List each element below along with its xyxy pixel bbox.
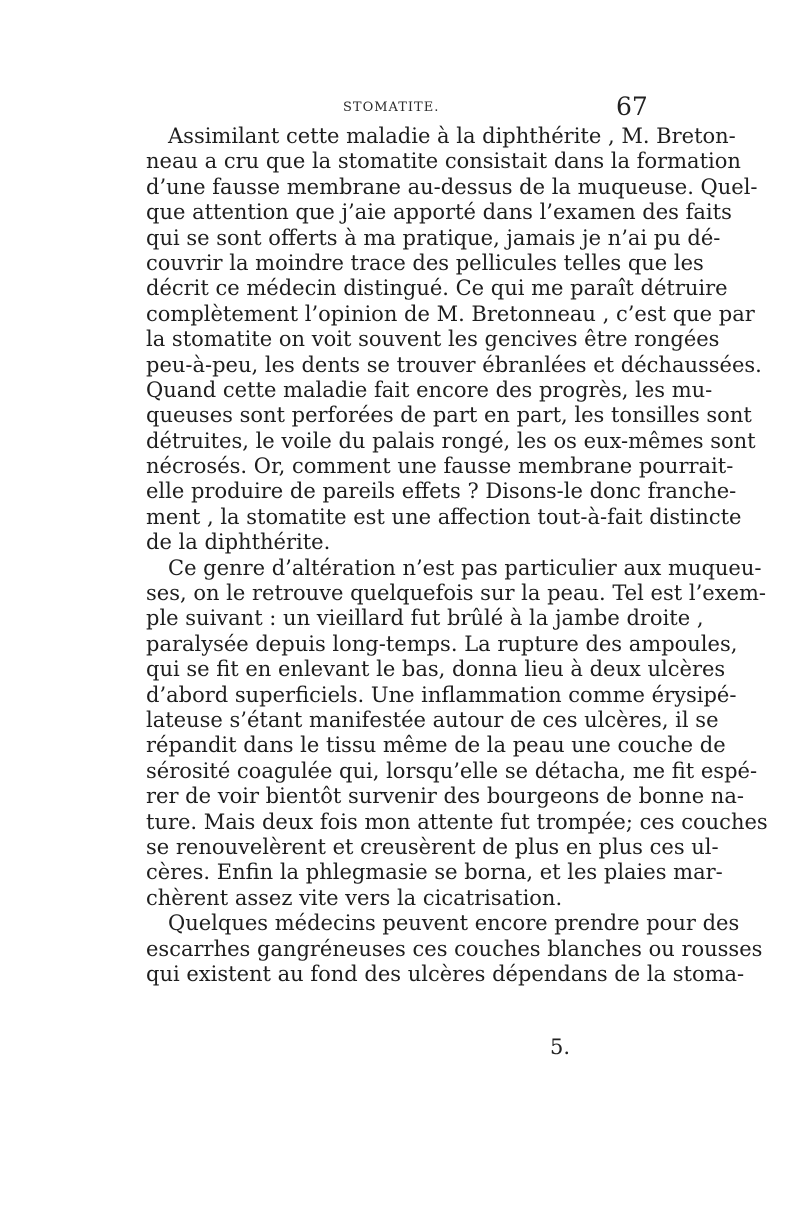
text-line: décrit ce médecin distingué. Ce qui me paraît détruire [146,276,728,301]
text-line: qui existent au fond des ulcères dépendans de la stoma- [146,961,745,986]
text-line: ses, on le retrouve quelquefois sur la peau. Tel est l’exem- [146,581,766,606]
text-line: la stomatite on voit souvent les gencives être rongées [146,327,720,352]
text-line: d’une fausse membrane au-dessus de la muqueuse. Quel- [146,174,758,199]
signature-mark: 5. [550,1035,571,1059]
text-line: sérosité coagulée qui, lorsqu’elle se détacha, me fit espé- [146,758,758,783]
text-line: se renouvelèrent et creusèrent de plus en plus ces ul- [146,834,719,859]
text-line: elle produire de pareils effets ? Disons-le donc franche- [146,479,737,504]
text-line: répandit dans le tissu même de la peau une couche de [146,733,726,758]
text-line: d’abord superficiels. Une inflammation comme érysipé- [146,682,737,707]
text-line: ple suivant : un vieillard fut brûlé à la jambe droite , [146,606,704,631]
text-line: couvrir la moindre trace des pellicules telles que les [146,250,704,275]
text-line: neau a cru que la stomatite consistait dans la formation [146,149,741,174]
text-line: qui se fit en enlevant le bas, donna lieu à deux ulcères [146,657,726,682]
text-line: queuses sont perforées de part en part, les tonsilles sont [146,403,752,428]
text-line: détruites, le voile du palais rongé, les os eux-mêmes sont [146,428,756,453]
text-line: qui se sont offerts à ma pratique, jamais je n’ai pu dé- [146,225,721,250]
running-title: STOMATITE. [343,100,440,115]
text-line: Quand cette maladie fait encore des progrès, les mu- [146,377,713,402]
text-line: lateuse s’étant manifestée autour de ces ulcères, il se [146,707,719,732]
text-line: complètement l’opinion de M. Bretonneau , c’est que par [146,301,755,326]
text-line: Quelques médecins peuvent encore prendre pour des [168,911,740,936]
text-line: ment , la stomatite est une affection tout-à-fait distincte [146,504,742,529]
text-line: nécrosés. Or, comment une fausse membrane pourrait- [146,454,734,479]
text-line: ture. Mais deux fois mon attente fut trompée; ces couches [146,809,768,834]
text-line: chèrent assez vite vers la cicatrisation. [146,885,563,910]
text-line: de la diphthérite. [146,530,331,555]
text-line: paralysée depuis long-temps. La rupture des ampoules, [146,631,738,656]
text-line: rer de voir bientôt survenir des bourgeons de bonne na- [146,784,744,809]
running-head [0,92,800,122]
text-line: cères. Enfin la phlegmasie se borna, et les plaies mar- [146,860,723,885]
text-line: escarrhes gangréneuses ces couches blanches ou rousses [146,936,763,961]
text-line: Assimilant cette maladie à la diphthérite , M. Breton- [168,124,736,148]
text-line: Ce genre d’altération n’est pas particulier aux muqueu- [168,555,762,580]
page-number: 67 [616,92,648,121]
text-line: que attention que j’aie apporté dans l’examen des faits [146,200,732,225]
text-line: peu-à-peu, les dents se trouver ébranlées et déchaussées. [146,352,762,377]
body-text [146,124,768,987]
